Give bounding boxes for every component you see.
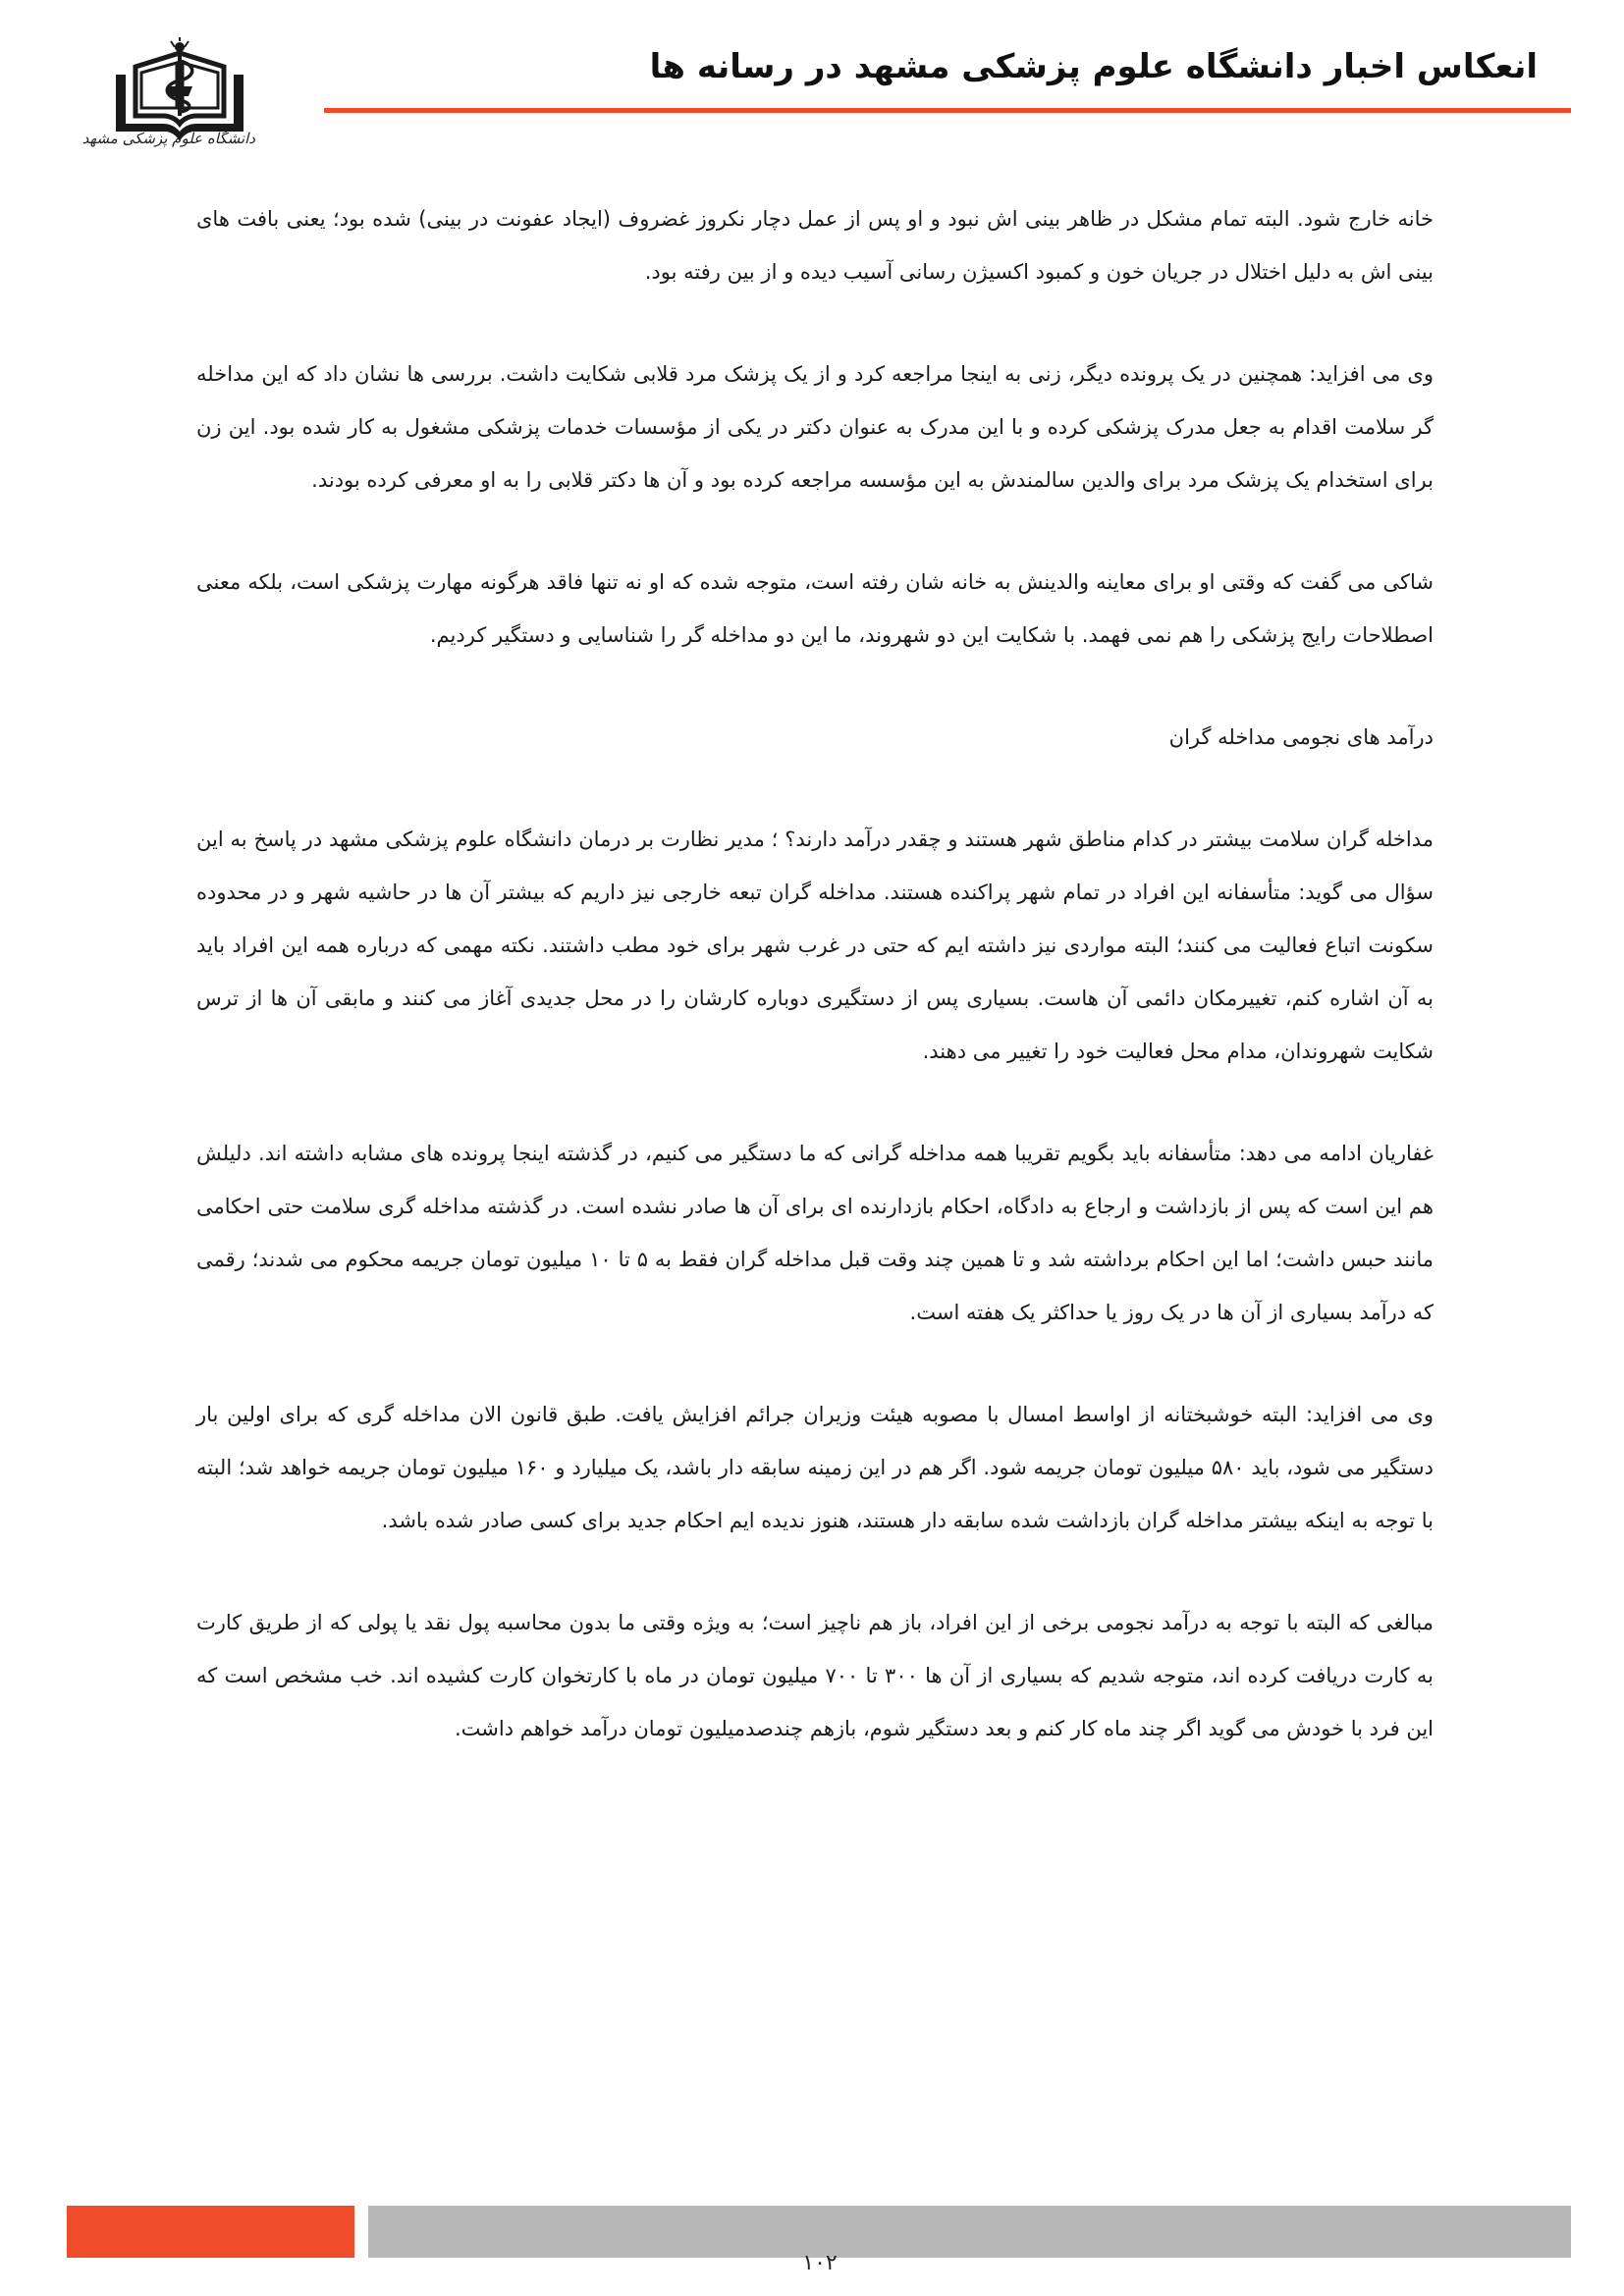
logo-caption: دانشگاه علوم پزشکی مشهد xyxy=(81,130,255,147)
header-divider xyxy=(324,108,1571,113)
footer-bar xyxy=(368,2206,1571,2258)
paragraph: مداخله گران سلامت بیشتر در کدام مناطق شهر هستند و چقدر درآمد دارند؟ ؛ مدیر نظارت بر درمان دانشگاه علوم پزشکی مشهد در پاسخ به این سؤال می گوید: متأسفانه این افراد در تمام شهر پراکنده هستند. مداخله گران تبعه خارجی نیز داریم که بیشتر آن ها در حاشیه شهر و در محدوده سکونت اتباع فعالیت می کنند؛ البته مواردی نیز داشته ایم که حتی در غرب شهر برای خود مطب داشتند. نکته مهمی که درباره همه این افراد باید به آن اشاره کنم، تغییرمکان دائمی آن هاست. بسیاری پس از دستگیری دوباره کارشان را در محل جدیدی آغاز می کنند و مابقی آن ها از ترس شکایت شهروندان، مدام محل فعالیت خود را تغییر می دهند. xyxy=(196,828,1434,1063)
footer-accent-bar xyxy=(67,2206,354,2258)
paragraph: غفاریان ادامه می دهد: متأسفانه باید بگویم تقریبا همه مداخله گرانی که ما دستگیر می کنیم، در گذشته اینجا پرونده های مشابه داشته اند. دلیلش هم این است که پس از بازداشت و ارجاع به دادگاه، احکام بازدارنده ای برای آن ها صادر نشده است. در گذشته مداخله گری سلامت حتی احکامی مانند حبس داشت؛ اما این احکام برداشته شد و تا همین چند وقت قبل مداخله گران فقط به ۵ تا ۱۰ میلیون تومان جریمه محکوم می شدند؛ رقمی که درآمد بسیاری از آن ها در یک روز یا حداکثر یک هفته است. xyxy=(196,1142,1435,1324)
page-header-title: انعکاس اخبار دانشگاه علوم پزشکی مشهد در رسانه ها xyxy=(649,47,1538,86)
paragraph: خانه خارج شود. البته تمام مشکل در ظاهر بینی اش نبود و او پس از عمل دچار نکروز غضروف (ایجاد عفونت در بینی) شده بود؛ یعنی بافت های بینی اش به دلیل اختلال در جریان خون و کمبود اکسیژن رسانی آسیب دیده و از بین رفته بود. xyxy=(196,207,1434,284)
page-number: ۱۰۲ xyxy=(802,2251,838,2275)
paragraph: وی می افزاید: البته خوشبختانه از اواسط امسال با مصوبه هیئت وزیران جرائم افزایش یافت. طبق قانون الان مداخله گری که برای اولین بار دستگیر می شود، باید ۵۸۰ میلیون تومان جریمه شود. اگر هم در این زمینه سابقه دار باشد، یک میلیارد و ۱۶۰ میلیون تومان جریمه خواهد شد؛ البته با توجه به اینکه بیشتر مداخله گران بازداشت شده سابقه دار هستند، هنوز ندیده ایم احکام جدید برای کسی صادر شده باشد. xyxy=(196,1403,1434,1532)
paragraph: وی می افزاید: همچنین در یک پرونده دیگر، زنی به اینجا مراجعه کرد و از یک پزشک مرد قلابی شکایت داشت. بررسی ها نشان داد که این مداخله گر سلامت اقدام به جعل مدرک پزشکی کرده و با این مدرک به عنوان دکتر در یکی از مؤسسات خدمات پزشکی مشغول به کار شده بود. این زن برای استخدام یک پزشک مرد برای والدین سالمندش به این مؤسسه مراجعه کرده بود و آن ها دکتر قلابی را به او معرفی کرده بودند. xyxy=(196,362,1434,492)
paragraph: مبالغی که البته با توجه به درآمد نجومی برخی از این افراد، باز هم ناچیز است؛ به ویژه وقتی ما بدون محاسبه پول نقد یا پولی که از طریق کارت به کارت دریافت کرده اند، متوجه شدیم که بسیاری از آن ها ۳۰۰ تا ۷۰۰ میلیون تومان در ماه با کارتخوان کارت کشیده اند. خب مشخص است که این فرد با خودش می گوید اگر چند ماه کار کنم و بعد دستگیر شوم، بازهم چندصدمیلیون تومان درآمد خواهم داشت. xyxy=(196,1611,1435,1740)
section-heading: درآمد های نجومی مداخله گران xyxy=(1168,725,1434,749)
paragraph: شاکی می گفت که وقتی او برای معاینه والدینش به خانه شان رفته است، متوجه شده که او نه تنها فاقد هرگونه مهارت پزشکی است، بلکه معنی اصطلاحات رایج پزشکی را هم نمی فهمد. با شکایت این دو شهروند، ما این دو مداخله گر را شناسایی و دستگیر کردیم. xyxy=(196,570,1434,647)
article-body xyxy=(196,192,1434,1804)
